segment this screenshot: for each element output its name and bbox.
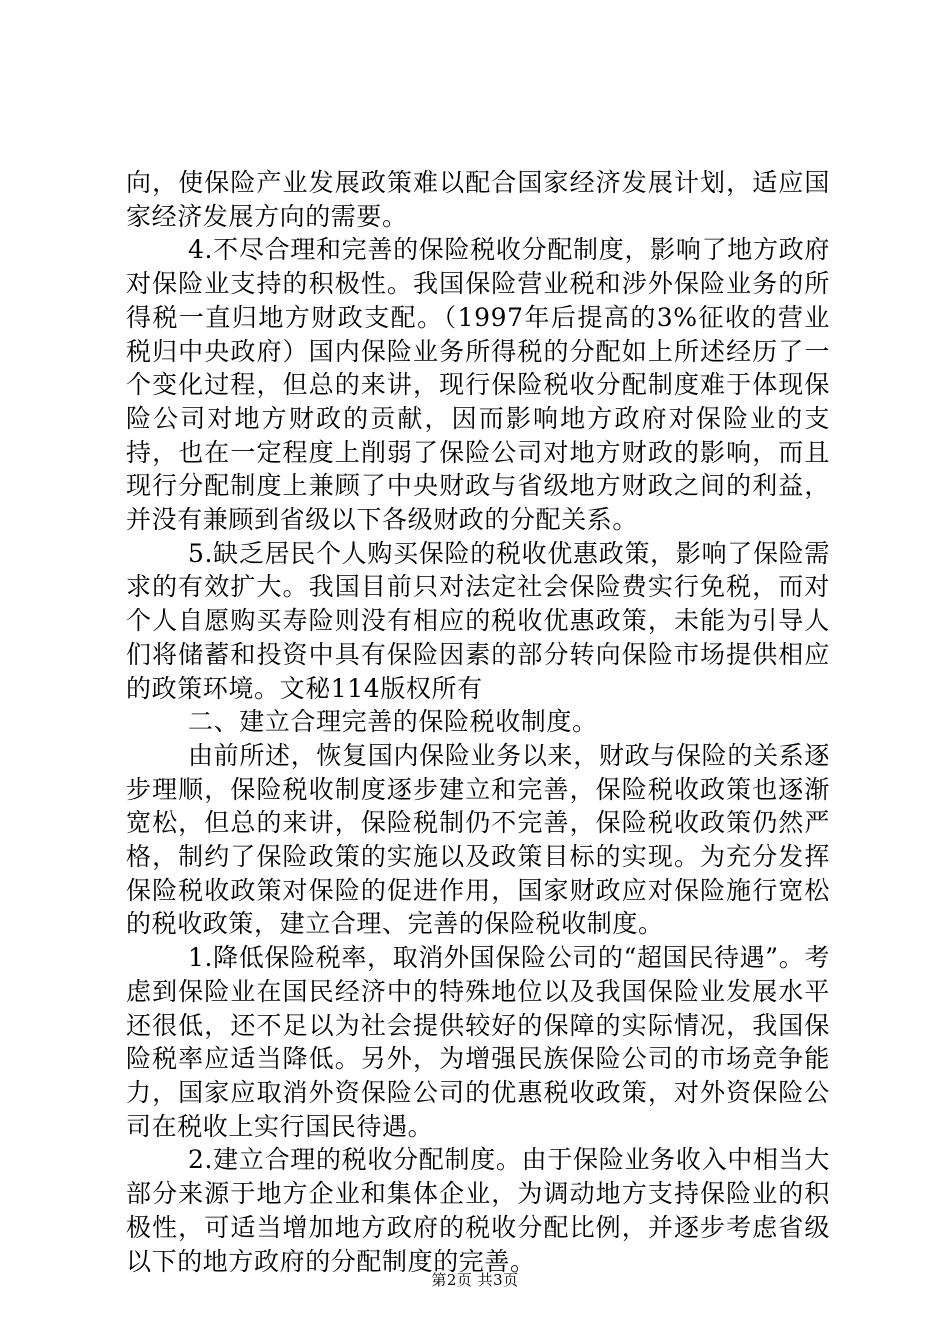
paragraph-measure-1: 1.降低保险税率，取消外国保险公司的“超国民待遇”。考虑到保险业在国民经济中的特殊地位以及我国保险业发展水平还很低，还不足以为社会提供较好的保障的实际情况，我国保险税率应适当降低。另外，为增强民族保险公司的市场竞争能力，国家应取消外资保险公司的优惠税收政策，对外资保险公司在税收上实行国民待遇。 — [126, 943, 830, 1141]
section-heading-2: 二、建立合理完善的保险税收制度。 — [188, 707, 598, 737]
paragraph-point-5: 5.缺乏居民个人购买保险的税收优惠政策，影响了保险需求的有效扩大。我国目前只对法定社会保险费实行免税，而对个人自愿购买寿险则没有相应的税收优惠政策，未能为引导人们将储蓄和投资中具有保险因素的部分转向保险市场提供相应的政策环境。文秘114版权所有 — [126, 538, 830, 703]
page-number-footer: 第2页 共3页 — [431, 1271, 519, 1289]
paragraph-continuation: 向，使保险产业发展政策难以配合国家经济发展计划，适应国家经济发展方向的需要。 — [126, 168, 830, 231]
document-body — [126, 166, 830, 1278]
paragraph-point-4: 4.不尽合理和完善的保险税收分配制度，影响了地方政府对保险业支持的积极性。我国保险营业税和涉外保险业务的所得税一直归地方财政支配。（1997年后提高的3%征收的营业税归中央政府）国内保险业务所得税的分配如上所述经历了一个变化过程，但总的来讲，现行保险税收分配制度难于体现保险公司对地方财政的贡献，因而影响地方政府对保险业的支持，也在一定程度上削弱了保险公司对地方财政的影响，而且现行分配制度上兼顾了中央财政与省级地方财政之间的利益，并没有兼顾到省级以下各级财政的分配关系。 — [126, 235, 830, 535]
paragraph-measure-2: 2.建立合理的税收分配制度。由于保险业务收入中相当大部分来源于地方企业和集体企业，为调动地方支持保险业的积极性，可适当增加地方政府的税收分配比例，并逐步考虑省级以下的地方政府的分配制度的完善。 — [126, 1145, 830, 1276]
paragraph-section-intro: 由前所述，恢复国内保险业务以来，财政与保险的关系逐步理顺，保险税收制度逐步建立和完善，保险税收政策也逐渐宽松，但总的来讲，保险税制仍不完善，保险税收政策仍然严格，制约了保险政策的实施以及政策目标的实现。为充分发挥保险税收政策对保险的促进作用，国家财政应对保险施行宽松的税收政策，建立合理、完善的保险税收制度。 — [126, 740, 830, 939]
